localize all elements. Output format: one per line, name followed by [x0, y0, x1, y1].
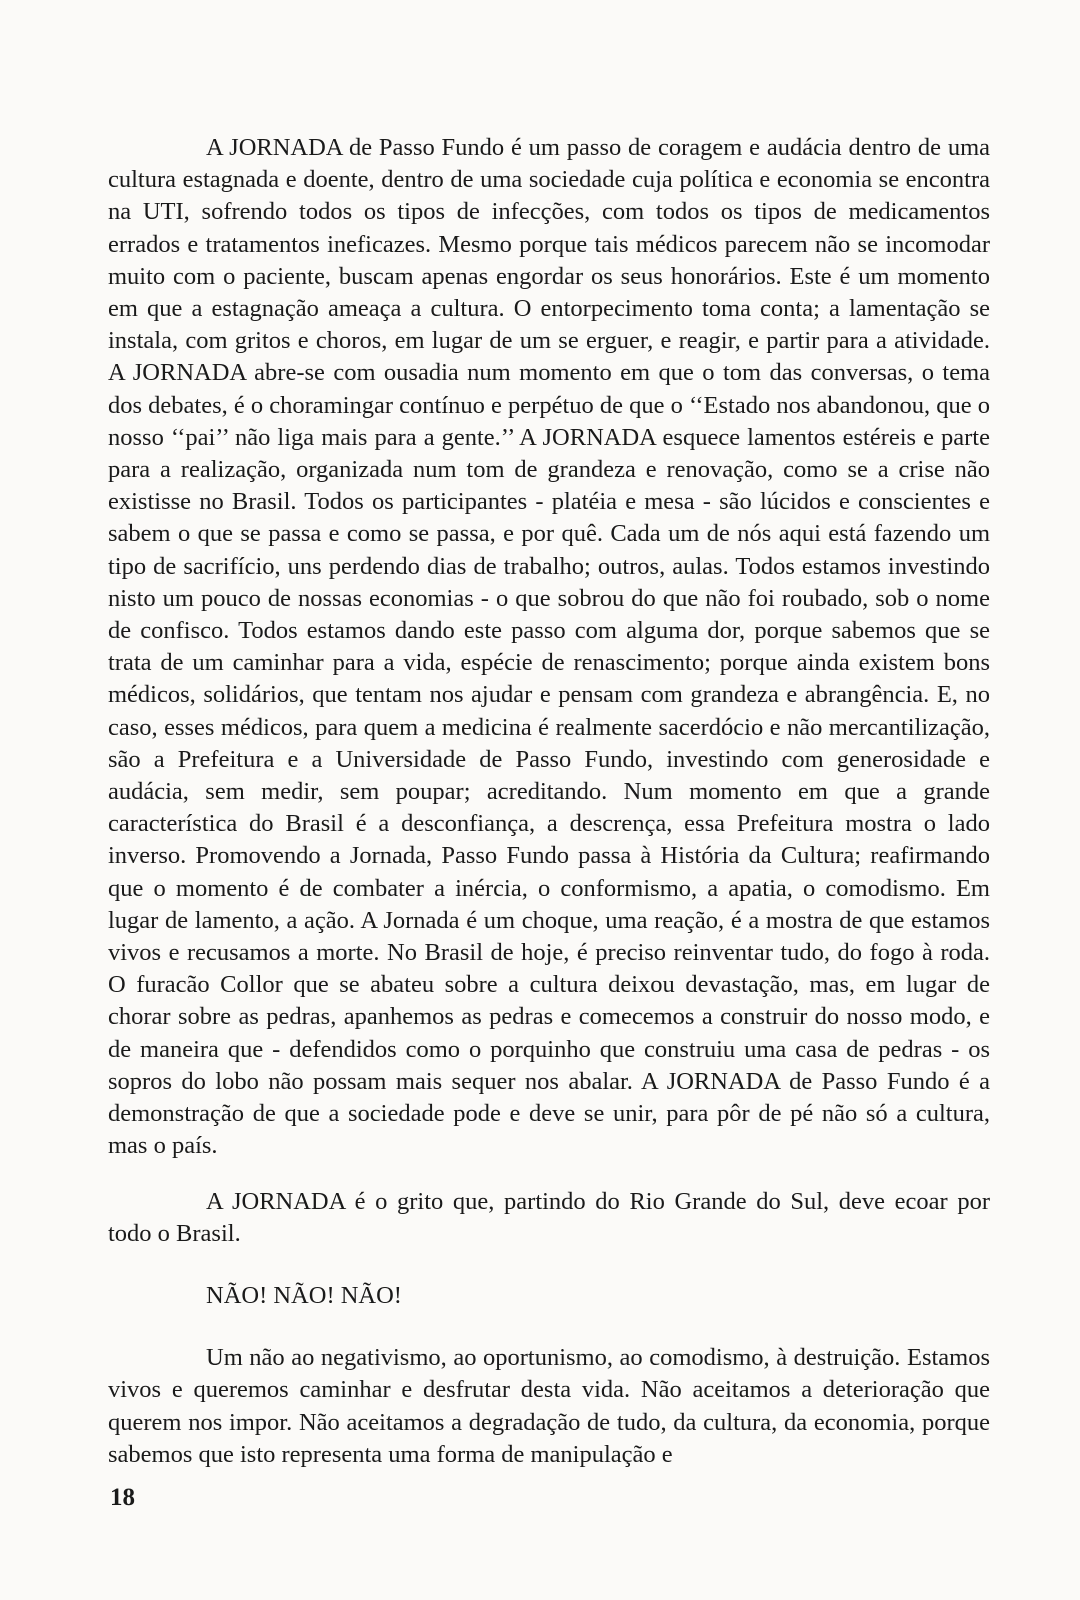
paragraph-negativismo: Um não ao negativismo, ao oportunismo, ao comodismo, à destruição. Estamos vivos e queremos caminhar e desfrutar desta vida. Não aceitamos a deterioração que querem nos impor. Não aceitamos a degradação de tudo, da cultura, da economia, porque sabemos que isto representa uma forma de manipulação e [108, 1344, 990, 1468]
body-text [108, 132, 990, 1471]
page-number: 18 [110, 1484, 135, 1511]
paragraph-jornada-intro: A JORNADA de Passo Fundo é um passo de coragem e audácia dentro de uma cultura estagnada e doente, dentro de uma sociedade cuja política e economia se encontra na UTI, sofrendo todos os tipos de infecções, com todos os tipos de medicamentos errados e tratamentos ineficazes. Mesmo porque tais médicos parecem não se incomodar muito com o paciente, buscam apenas engordar os seus honorários. Este é um momento em que a estagnação ameaça a cultura. O entorpecimento toma conta; a lamentação se instala, com gritos e choros, em lugar de um se erguer, e reagir, e partir para a atividade. A JORNADA abre-se com ousadia num momento em que o tom das conversas, o tema dos debates, é o choramingar contínuo e perpétuo de que o ‘‘Estado nos abandonou, que o nosso ‘‘pai’’ não liga mais para a gente.’’ A JORNADA esquece lamentos estéreis e parte para a realização, organizada num tom de grandeza e renovação, como se a crise não existisse no Brasil. Todos os participantes - platéia e mesa - são lúcidos e conscientes e sabem o que se passa e como se passa, e por quê. Cada um de nós aqui está fazendo um tipo de sacrifício, uns perdendo dias de trabalho; outros, aulas. Todos estamos investindo nisto um pouco de nossas economias - o que sobrou do que não foi roubado, sob o nome de confisco. Todos estamos dando este passo com alguma dor, porque sabemos que se trata de um caminhar para a vida, espécie de renascimento; porque ainda existem bons médicos, solidários, que tentam nos ajudar e pensam com grandeza e abrangência. E, no caso, esses médicos, para quem a medicina é realmente sacerdócio e não mercantilização, são a Prefeitura e a Universidade de Passo Fundo, investindo com generosidade e audácia, sem medir, sem poupar; acreditando. Num momento em que a grande característica do Brasil é a desconfiança, a descrença, essa Prefeitura mostra o lado inverso. Promovendo a Jornada, Passo Fundo passa à História da Cultura; reafirmando que o momento é de combater a inércia, o conformismo, a apatia, o comodismo. Em lugar de lamento, a ação. A Jornada é um choque, uma reação, é a mostra de que estamos vivos e recusamos a morte. No Brasil de hoje, é preciso reinventar tudo, do fogo à roda. O furacão Collor que se abateu sobre a cultura deixou devastação, mas, em lugar de chorar sobre as pedras, apanhemos as pedras e comecemos a construir do nosso modo, e de maneira que - defendidos como o porquinho que construiu uma casa de pedras - os sopros do lobo não possam mais sequer nos abalar. A JORNADA de Passo Fundo é a demonstração de que a sociedade pode e deve se unir, para pôr de pé não só a cultura, mas o país. [108, 134, 990, 1160]
paragraph-nao: NÃO! NÃO! NÃO! [206, 1281, 402, 1309]
paragraph-grito: A JORNADA é o grito que, partindo do Rio Grande do Sul, deve ecoar por todo o Brasil. [108, 1187, 990, 1247]
